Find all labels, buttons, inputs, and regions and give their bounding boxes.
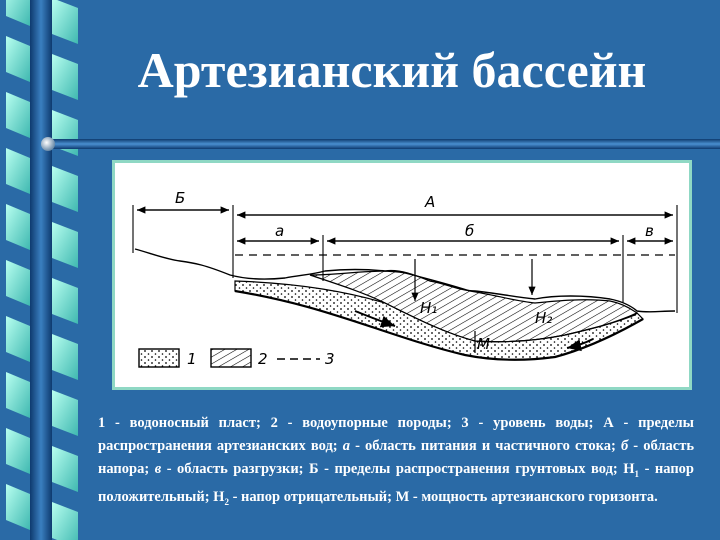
label-B: Б <box>175 189 186 207</box>
diagram-caption: 1 - водоносный пласт; 2 - водоупорные породы; 3 - уровень воды; А - пределы распространения артезианских вод; а - область питания и частичного стока; б - область напора; в - область разгрузки; Б - пределы распространения грунтовых вод; $Н_1$ - напор положительный; $Н_2$ - напор отрицательный; М - мощность артезианского горизонта. <box>98 415 694 507</box>
label-H2: H₂ <box>535 309 553 327</box>
decorative-left-stripe <box>0 0 80 540</box>
label-a: а <box>275 222 285 240</box>
label-v: в <box>645 222 654 240</box>
title-divider <box>40 136 720 152</box>
artesian-basin-diagram <box>112 160 692 390</box>
label-b: б <box>465 222 475 240</box>
label-M: M <box>477 335 490 353</box>
legend-swatch-aquifer <box>139 349 179 367</box>
label-A: А <box>425 193 436 211</box>
slide-title: Артезианский бассейн <box>137 42 647 98</box>
legend <box>139 349 335 368</box>
legend-num-1: 1 <box>187 350 197 368</box>
legend-num-3: 3 <box>325 350 335 368</box>
legend-num-2: 2 <box>258 350 268 368</box>
legend-swatch-confining <box>211 349 251 367</box>
label-H1: H₁ <box>420 299 438 317</box>
